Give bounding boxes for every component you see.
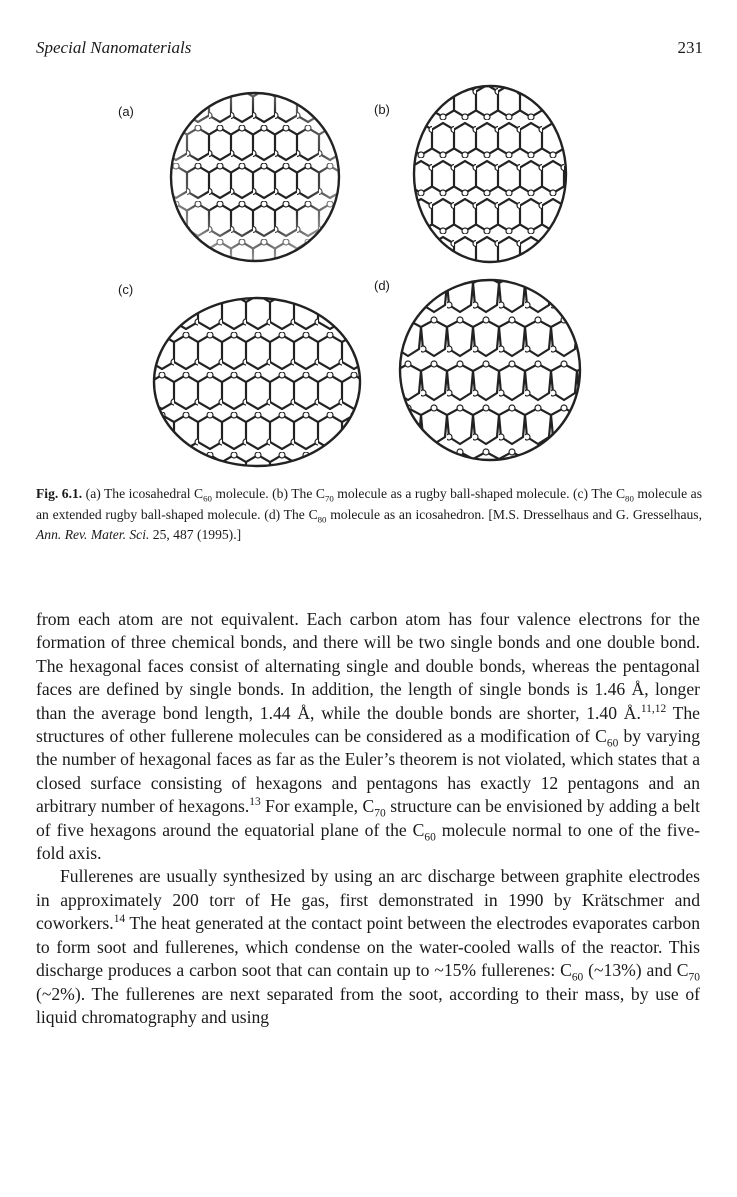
formula-subscript: 60	[424, 831, 436, 844]
running-head: Special Nanomaterials	[36, 38, 192, 57]
paragraph-text: from each atom are not equivalent. Each carbon atom has four valence electrons for the formation of three chemical bonds, and there will be two single bonds and one double bond. The hexagonal faces consist of alternating single and double bonds, whereas the pentagonal faces are defined by single bonds. In addition, the length of single bonds is 1.46 Å, longer than the average bond length, 1.44 Å, while the double bonds are shorter, 1.40 Å.	[36, 609, 700, 723]
figure-6-1	[110, 82, 630, 477]
caption-text: molecule as an extended rugby ball-shaped molecule. (d) The C	[36, 486, 702, 522]
page-header	[36, 38, 703, 62]
formula-subscript: 70	[374, 807, 386, 820]
panel-label-a: (a)	[118, 104, 134, 119]
reference-superscript: 11,12	[640, 702, 667, 715]
caption-journal: Ann. Rev. Mater. Sci.	[36, 527, 150, 542]
c70-molecule-image	[410, 82, 570, 267]
caption-subscript: 60	[203, 493, 212, 504]
figure-caption	[36, 484, 702, 546]
formula-subscript: 60	[571, 971, 584, 984]
caption-text: molecule as a rugby ball-shaped molecule. (c) The C	[333, 486, 626, 501]
paragraph-text: (~13%) and C	[583, 960, 689, 981]
paragraph-text: The heat generated at the contact point between the electrodes evaporates carbon to form soot and fullerenes, which condense on the water-cooled walls of the reactor. This discharge produces a carbon soot that can contain up to ~15% fullerenes: C	[36, 913, 700, 981]
paragraph-text: by varying the number of hexagonal faces as far as the Euler’s theorem is not violated, which states that a closed surface consisting of hexagons and pentagons has exactly 12 pentagons and an arbitrary number of hexagons.	[36, 726, 700, 817]
paragraph-text: Fullerenes are usually synthesized by using an arc discharge between graphite electrodes in approximately 200 torr of He gas, first demonstrated in 1990 by Krätschmer and coworkers.	[36, 866, 700, 934]
caption-subscript: 80	[625, 493, 634, 504]
c80-extended-molecule-image	[150, 292, 365, 472]
caption-label: Fig. 6.1.	[36, 486, 83, 501]
caption-text: molecule. (b) The C	[211, 486, 325, 501]
reference-superscript: 14	[113, 913, 126, 926]
reference-superscript: 13	[249, 796, 261, 809]
caption-subscript: 80	[317, 514, 327, 525]
formula-subscript: 60	[606, 737, 619, 750]
paragraph-2	[36, 865, 700, 1029]
body-text	[36, 608, 700, 1029]
caption-text: 25, 487 (1995).]	[149, 527, 242, 542]
paragraph-text: For example, C	[260, 796, 375, 817]
caption-text: (a) The icosahedral C	[82, 486, 204, 501]
panel-label-c: (c)	[118, 282, 134, 297]
paragraph-text: (~2%). The fullerenes are next separated from the soot, according to their mass, by use of liquid chromatography and using	[36, 983, 700, 1027]
c60-molecule-image	[165, 87, 345, 267]
caption-text: molecule as an icosahedron. [M.S. Dresselhaus and G. Gresselhaus,	[326, 506, 702, 522]
paragraph-text: molecule normal to one of the five-fold axis.	[36, 819, 701, 864]
c80-icosahedron-molecule-image	[395, 272, 585, 467]
panel-label-d: (d)	[374, 278, 390, 293]
page-number: 231	[677, 38, 703, 57]
paragraph-text: The structures of other fullerene molecules can be considered as a modification of C	[36, 702, 700, 747]
panel-label-b: (b)	[374, 102, 390, 117]
paragraph-1	[36, 608, 700, 865]
formula-subscript: 70	[688, 971, 700, 984]
caption-subscript: 70	[324, 493, 334, 504]
paragraph-text: structure can be envisioned by adding a belt of five hexagons around the equatorial plane of the C	[36, 796, 701, 840]
